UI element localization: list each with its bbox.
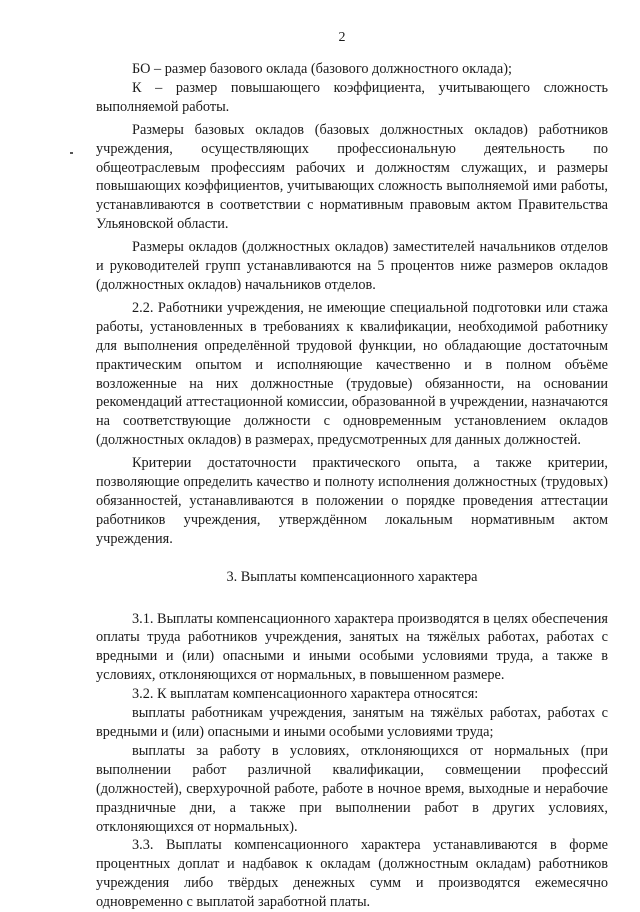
paragraph-base-salaries: Размеры базовых окладов (базовых должностных окладов) работников учреждения, осуществляющих профессиональную деятельность по общеотраслевым профессиям рабочих и должностям служащих, и размеры повышающих коэффициентов, учитывающих сложность выполняемой ими работы, устанавливаются в соответствии с нормативным правовым актом Правительства Ульяновской области. — [96, 121, 608, 233]
paragraph-criteria: Критерии достаточности практического опыта, а также критерии, позволяющие определить качество и полноту исполнения должностных (трудовых) обязанностей, устанавливаются в положении о порядке проведения аттестации работников учреждения, утверждённом локальным нормативным актом учреждения. — [96, 455, 608, 547]
paragraph-3-2-item-1: выплаты работникам учреждения, занятым на тяжёлых работах, работах с вредными и (или) опасными и иными особыми условиями труда; — [96, 705, 608, 740]
paragraph-deputy-salaries: Размеры окладов (должностных окладов) заместителей начальников отделов и руководителей групп устанавливаются на 5 процентов ниже размеров окладов (должностных окладов) начальников отделов. — [96, 239, 608, 293]
page-number: 2 — [338, 30, 346, 45]
paragraph-2-2: 2.2. Работники учреждения, не имеющие специальной подготовки или стажа работы, установленных в требованиях к квалификации, необходимой работнику для выполнения определённой трудовой функции, но обладающие достаточным практическим опытом и исполняющие качественно и в полном объёме возложенные на них должностные (трудовые) обязанности, на основании рекомендаций аттестационной комиссии, образованной в учреждении, назначаются на соответствующие должности с одновременным установлением окладов (должностных окладов) в размерах, предусмотренных для данных должностей. — [96, 299, 608, 449]
paragraph-k-definition: К – размер повышающего коэффициента, учитывающего сложность выполняемой работы. — [96, 79, 608, 115]
paragraph-3-3: 3.3. Выплаты компенсационного характера устанавливаются в форме процентных доплат и надбавок к окладам (должностным окладам) работников учреждения либо твёрдых денежных сумм и производятся ежемесячно одновременно с выплатой заработной платы. — [96, 837, 608, 911]
scan-mark — [70, 152, 73, 154]
paragraph-3-1: 3.1. Выплаты компенсационного характера производятся в целях обеспечения оплаты труда работников учреждения, занятых на тяжёлых работах, работах с вредными и (или) опасными и иными особыми условиями труда, а также в условиях, отклоняющихся от нормальных, в повышенном размере. — [96, 610, 608, 684]
section-title: 3. Выплаты компенсационного характера — [226, 568, 478, 585]
paragraph-3-2: 3.2. К выплатам компенсационного характера относятся: — [132, 686, 479, 703]
paragraph-bo-definition: БО – размер базового оклада (базового должностного оклада); — [132, 61, 512, 77]
paragraph-3-2-item-2: выплаты за работу в условиях, отклоняющихся от нормальных (при выполнении работ различной квалификации, совмещении профессий (должностей), сверхурочной работе, работе в ночное время, выходные и нерабочие праздничные дни, а также при выполнении работ в других условиях, отклоняющихся от нормальных). — [96, 742, 608, 835]
